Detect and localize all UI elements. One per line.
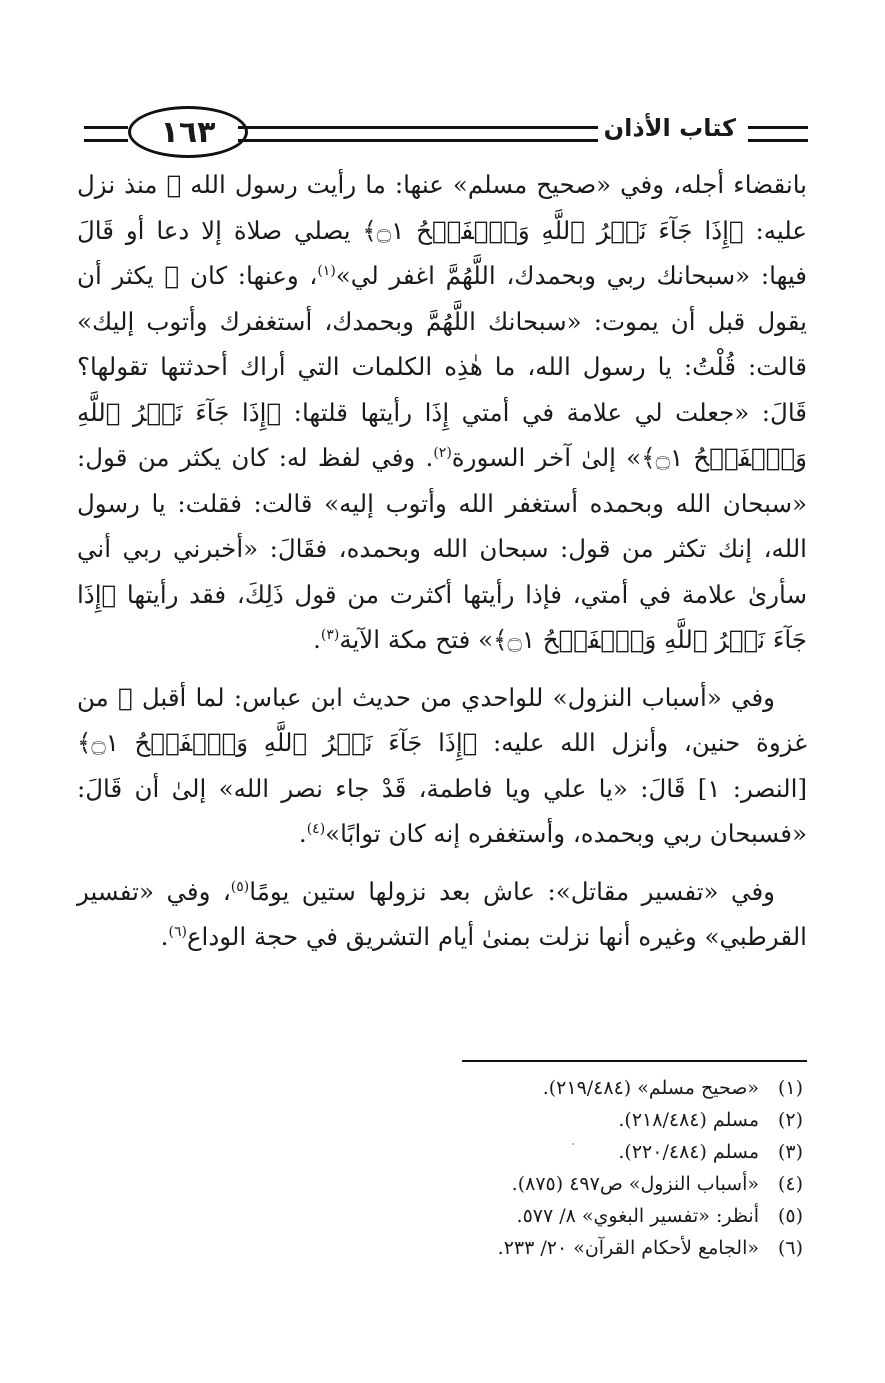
page-number-frame: [128, 106, 248, 158]
footnote-6: [103, 1232, 803, 1264]
page-header: [78, 92, 808, 172]
paragraph-3-part-2: ، وفي «تفسير القرطبي» وغيره أنها نزلت بمنىٰ أيام التشريق في حجة الوداع: [77, 876, 807, 951]
footnote-number: (٥): [777, 1205, 803, 1227]
paragraph-1-part-2: ، وعنها: كان ﷺ يكثر أن يقول قبل أن يموت: «سبحانك اللَّهُمَّ وبحمدك، أستغفرك وأتوب إليك» قالت: قُلْتُ: يا رسول الله، ما هٰذِه الكلمات التي أراك أحدثتها تقولها؟ قَالَ: «جعلت لي علامة في أمتي إِذَا رأيتها قلتها: ﴿إِذَا جَآءَ نَصۡرُ ٱللَّهِ وَٱلۡفَتۡحُ ۝١﴾» إلىٰ آخر السورة: [77, 261, 807, 472]
paragraph-2: [77, 675, 807, 857]
footnote-2: [103, 1104, 803, 1136]
scan-speck: [572, 1143, 574, 1145]
footnote-ref-6: (٦): [168, 923, 187, 940]
footnote-number: (٦): [777, 1237, 803, 1259]
footnote-ref-5: (٥): [230, 878, 250, 895]
footnote-ref-4: (٤): [306, 820, 326, 837]
paragraph-3-part-1: وفي «تفسير مقاتل»: عاش بعد نزولها ستين يومًا: [249, 876, 775, 906]
body-text: [77, 162, 807, 960]
footnote-number: (١): [777, 1077, 803, 1099]
footnote-text: أنظر: «تفسير البغوي» ٨/ ٥٧٧.: [516, 1205, 759, 1227]
footnote-3: [103, 1136, 803, 1168]
footnotes-list: [103, 1072, 803, 1264]
paragraph-2-end: .: [298, 819, 307, 848]
chapter-title: كتاب الأذان: [603, 114, 736, 142]
header-rule-left: [84, 126, 128, 142]
footnote-number: (٢): [777, 1109, 803, 1131]
paragraph-1-part-3: . وفي لفظ له: كان يكثر من قول: «سبحان الله وبحمده أستغفر الله وأتوب إليه» قالت: فقلت: يا رسول الله، إنك تكثر من قول: سبحان الله وبحمده، فقَالَ: «أخبرني ربي أني سأرىٰ علامة في أمتي، فإذا رأيتها أكثرت من قول ذَلِكَ، فقد رأيتها ﴿إِذَا جَآءَ نَصۡرُ ٱللَّهِ وَٱلۡفَتۡحُ ۝١﴾» فتح مكة الآية: [77, 443, 807, 654]
footnote-4: [103, 1168, 803, 1200]
header-rule-right: [748, 126, 808, 142]
footnote-text: «أسباب النزول» ص٤٩٧ (٨٧٥).: [511, 1173, 759, 1195]
paragraph-1-end: .: [313, 625, 321, 654]
footnote-ref-2: (٢): [433, 444, 452, 461]
footnote-number: (٣): [777, 1141, 803, 1163]
footnote-text: «الجامع لأحكام القرآن» ٢٠/ ٢٣٣.: [497, 1237, 759, 1259]
footnote-ref-3: (٣): [320, 626, 340, 643]
page-number: ١٦٣: [160, 114, 216, 150]
paragraph-3: [77, 869, 807, 960]
footnote-text: «صحيح مسلم» (٢١٩/٤٨٤).: [542, 1077, 759, 1099]
footnote-1: [103, 1072, 803, 1104]
paragraph-1: [77, 162, 807, 663]
footnote-5: [103, 1200, 803, 1232]
header-rule-middle: [238, 126, 598, 142]
footnote-separator: [462, 1060, 807, 1062]
paragraph-1-part-1: بانقضاء أجله، وفي «صحيح مسلم» عنها: ما رأيت رسول الله ﷺ منذ نزل عليه: ﴿إِذَا جَآءَ نَصۡرُ ٱللَّهِ وَٱلۡفَتۡحُ ۝١﴾ يصلي صلاة إلا دعا أو قَالَ فيها: «سبحانك ربي وبحمدك، اللَّهُمَّ اغفر لي»: [77, 170, 807, 290]
footnote-number: (٤): [777, 1173, 803, 1195]
footnote-text: مسلم (٢٢٠/٤٨٤).: [618, 1141, 759, 1163]
footnote-text: مسلم (٢١٨/٤٨٤).: [618, 1109, 759, 1131]
paragraph-3-end: .: [160, 922, 169, 951]
paragraph-2-part-1: وفي «أسباب النزول» للواحدي من حديث ابن عباس: لما أقبل ﷺ من غزوة حنين، وأنزل الله عليه: ﴿إِذَا جَآءَ نَصۡرُ ٱللَّهِ وَٱلۡفَتۡحُ ۝١﴾ [النصر: ١] قَالَ: «يا علي ويا فاطمة، قَدْ جاء نصر الله» إلىٰ أن قَالَ: «فسبحان ربي وبحمده، وأستغفره إنه كان توابًا»: [77, 682, 808, 848]
footnote-ref-1: (١): [317, 262, 336, 279]
